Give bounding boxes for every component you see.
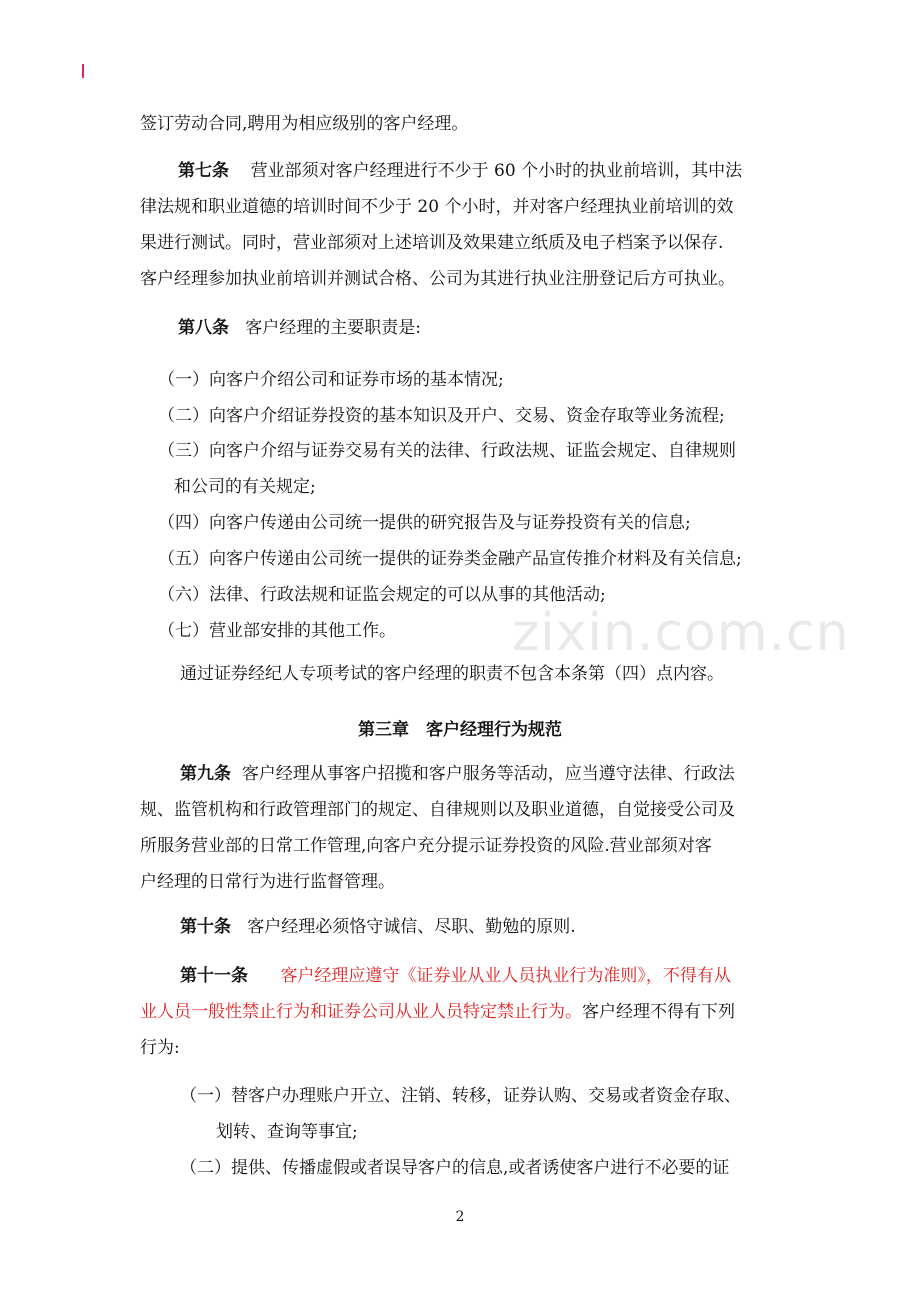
- article-10: 第十条 客户经理必须恪守诚信、尽职、勤勉的原则.: [180, 917, 576, 937]
- article-9-label: 第九条: [180, 764, 231, 784]
- article-7-line-2: 律法规和职业道德的培训时间不少于 20 个小时，并对客户经理执业前培训的效: [140, 197, 734, 217]
- article-11-line-2: 业人员一般性禁止行为和证券公司从业人员特定禁止行为。客户经理不得有下列: [140, 1002, 735, 1022]
- article-8-label: 第八条: [178, 318, 229, 338]
- article-8-item-4: （四）向客户传递由公司统一提供的研究报告及与证券投资有关的信息;: [158, 513, 691, 533]
- article-7-line-1: 第七条 营业部须对客户经理进行不少于 60 个小时的执业前培训，其中法: [178, 161, 743, 181]
- article-7-line-3: 果进行测试。同时，营业部须对上述培训及效果建立纸质及电子档案予以保存.: [140, 233, 724, 253]
- article-11-line-3: 行为:: [140, 1038, 180, 1058]
- article-11-line-1: 第十一条 客户经理应遵守《证券业从业人员执业行为准则》，不得有从: [180, 966, 731, 986]
- article-9-line-3: 所服务营业部的日常工作管理,向客户充分提示证券投资的风险.营业部须对客: [140, 836, 712, 856]
- article-11-item-1: （一）替客户办理账户开立、注销、转移，证券认购、交易或者资金存取、: [180, 1086, 741, 1106]
- article-11-label: 第十一条: [180, 966, 248, 986]
- article-8-item-6: （六）法律、行政法规和证监会规定的可以从事的其他活动;: [158, 585, 606, 605]
- article-7-line-4: 客户经理参加执业前培训并测试合格、公司为其进行执业注册登记后方可执业。: [140, 269, 735, 289]
- page-number: 2: [455, 1209, 465, 1225]
- watermark: zixin.com.cn: [512, 603, 850, 663]
- article-11-item-1-cont: 划转、查询等事宜;: [216, 1122, 358, 1142]
- article-8-item-7: （七）营业部安排的其他工作。: [158, 621, 396, 641]
- article-8-item-2: （二）向客户介绍证券投资的基本知识及开户、交易、资金存取等业务流程;: [158, 406, 725, 426]
- paragraph-continuation: 签订劳动合同,聘用为相应级别的客户经理。: [140, 114, 469, 134]
- margin-mark: [82, 64, 84, 78]
- article-8-item-3-cont: 和公司的有关规定;: [174, 477, 316, 497]
- chapter-3-title: 第三章 客户经理行为规范: [358, 720, 562, 740]
- article-7-label: 第七条: [178, 161, 229, 181]
- article-8-item-1: （一）向客户介绍公司和证券市场的基本情况;: [158, 370, 504, 390]
- article-10-label: 第十条: [180, 917, 231, 937]
- article-8-item-5: （五）向客户传递由公司统一提供的证券类金融产品宣传推介材料及有关信息;: [158, 549, 742, 569]
- article-8-intro: 第八条 客户经理的主要职责是:: [178, 318, 421, 338]
- article-8-item-3: （三）向客户介绍与证券交易有关的法律、行政法规、证监会规定、自律规则: [158, 441, 736, 461]
- article-11-item-2: （二）提供、传播虚假或者误导客户的信息,或者诱使客户进行不必要的证: [180, 1158, 730, 1178]
- article-9-line-2: 规、监管机构和行政管理部门的规定、自律规则以及职业道德，自觉接受公司及: [140, 800, 735, 820]
- article-8-note: 通过证券经纪人专项考试的客户经理的职责不包含本条第（四）点内容。: [180, 664, 724, 684]
- article-9-line-4: 户经理的日常行为进行监督管理。: [140, 872, 395, 892]
- article-9-line-1: 第九条 客户经理从事客户招揽和客户服务等活动，应当遵守法律、行政法: [180, 764, 735, 784]
